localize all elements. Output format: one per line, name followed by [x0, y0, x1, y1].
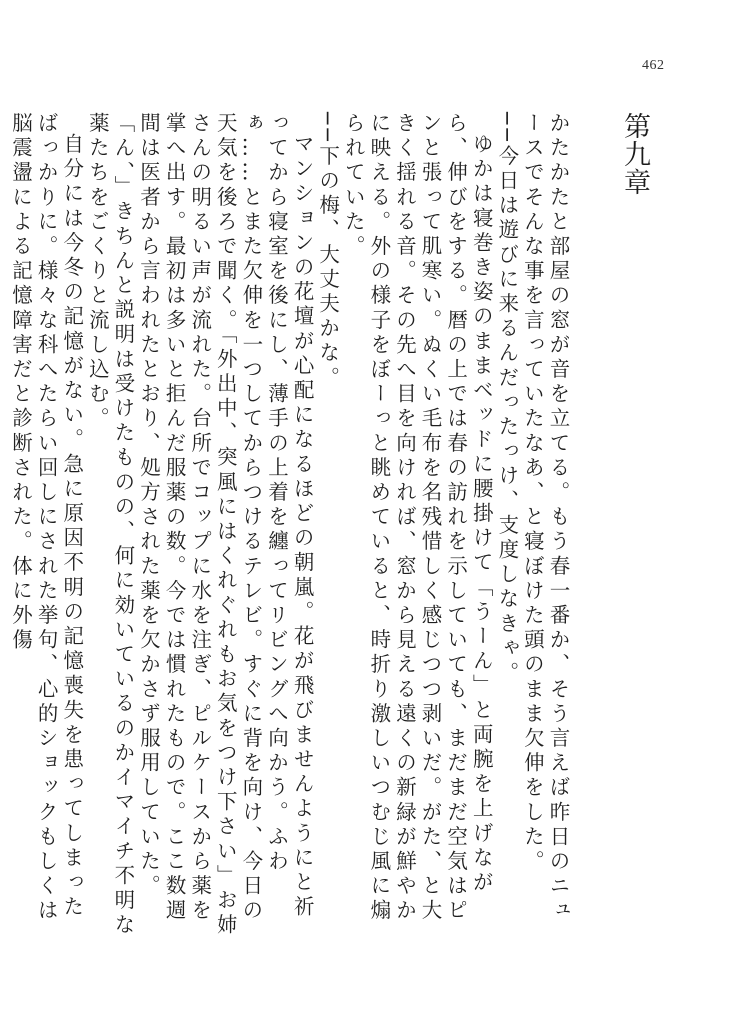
paragraph: ──今日は遊びに来るんだったっけ、支度しなきゃ。: [494, 112, 519, 687]
body-text: [7, 112, 570, 942]
paragraph: マンションの花壇が心配になるほどの朝嵐。花が飛びませんようにと祈ってから寝室を後にし、薄手の上着を纏ってリビングへ向かう。ふわぁ……とまた欠伸を一つしてからつけるテレビ。すぐに背を向け、今日の天気を後ろで聞く。「外出中、突風にはくれぐれもお気をつけ下さい」お姉さんの明るい声が流れた。台所でコップに水を注ぎ、ピルケースから薬を掌へ出す。最初は多いと拒んだ服薬の数。今では慣れたもので。ここ数週間は医者から言われたとおり、処方された薬を欠かさず服用していた。「ん、」きちんと説明は受けたものの、何に効いているのかイマイチ不明な薬たちをごくりと流し込む。: [85, 112, 315, 939]
paragraph: ──下の梅、大丈夫かな。: [315, 112, 340, 391]
page-number: 462: [642, 58, 665, 73]
paragraph: 自分には今冬の記憶がない。急に原因不明の記憶喪失を患ってしまったばっかりに。様々な科へたらい回しにされた挙句、心的ショックもしくは脳震盪による記憶障害だと診断された。体に外傷: [8, 112, 84, 924]
paragraph: かたかたと部屋の窓が音を立てる。もう春一番か、そう言えば昨日のニュースでそんな事を言っていたなあ、と寝ぼけた頭のまま欠伸をした。: [520, 112, 570, 924]
paragraph: ゆかは寝巻き姿のままベッドに腰掛けて「うーん」と両腕を上げながら、伸びをする。暦の上では春の訪れを示していても、まだまだ空気はピンと張って肌寒い。ぬくい毛布を名残惜しく感じつつ剥いだ。がた、と大きく揺れる音。その先へ目を向ければ、窓から見える遠くの新緑が鮮やかに映える。外の様子をぼーっと眺めていると、時折り激しいつむじ風に煽られていた。: [341, 112, 494, 924]
chapter-title: 第九章: [619, 112, 650, 196]
